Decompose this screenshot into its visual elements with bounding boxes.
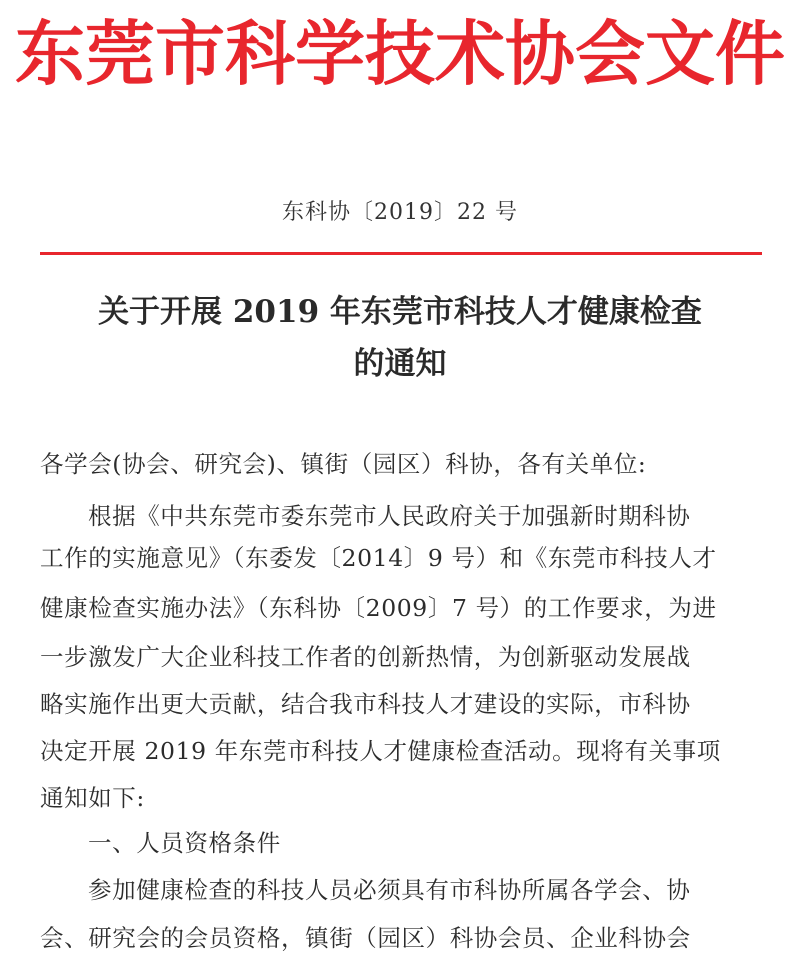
section-heading: 一、人员资格条件 <box>88 829 281 857</box>
paragraph-line: 工作的实施意见》（东委发〔2014〕9 号）和《东莞市科技人才 <box>40 544 717 572</box>
paragraph-line: 决定开展 2019 年东莞市科技人才健康检查活动。现将有关事项 <box>40 737 721 765</box>
paragraph-line: 根据《中共东莞市委东莞市人民政府关于加强新时期科协 <box>88 502 691 530</box>
notice-title-line-1: 关于开展 2019 年东莞市科技人才健康检查 <box>98 294 702 330</box>
paragraph-line: 健康检查实施办法》（东科协〔2009〕7 号）的工作要求，为进 <box>40 594 717 622</box>
red-divider-line <box>40 252 762 255</box>
notice-title-line-2: 的通知 <box>353 346 447 382</box>
masthead-title: 东莞市科学技术协会文件 <box>15 13 785 95</box>
paragraph-line: 略实施作出更大贡献，结合我市科技人才建设的实际，市科协 <box>40 690 691 718</box>
salutation: 各学会(协会、研究会)、镇街（园区）科协，各有关单位: <box>40 450 647 478</box>
paragraph-line: 通知如下: <box>40 784 145 812</box>
paragraph-line: 参加健康检查的科技人员必须具有市科协所属各学会、协 <box>88 876 691 904</box>
paragraph-line: 一步激发广大企业科技工作者的创新热情，为创新驱动发展战 <box>40 643 691 671</box>
paragraph-line: 会、研究会的会员资格，镇街（园区）科协会员、企业科协会 <box>40 924 691 952</box>
document-number: 东科协〔2019〕22 号 <box>282 200 518 225</box>
